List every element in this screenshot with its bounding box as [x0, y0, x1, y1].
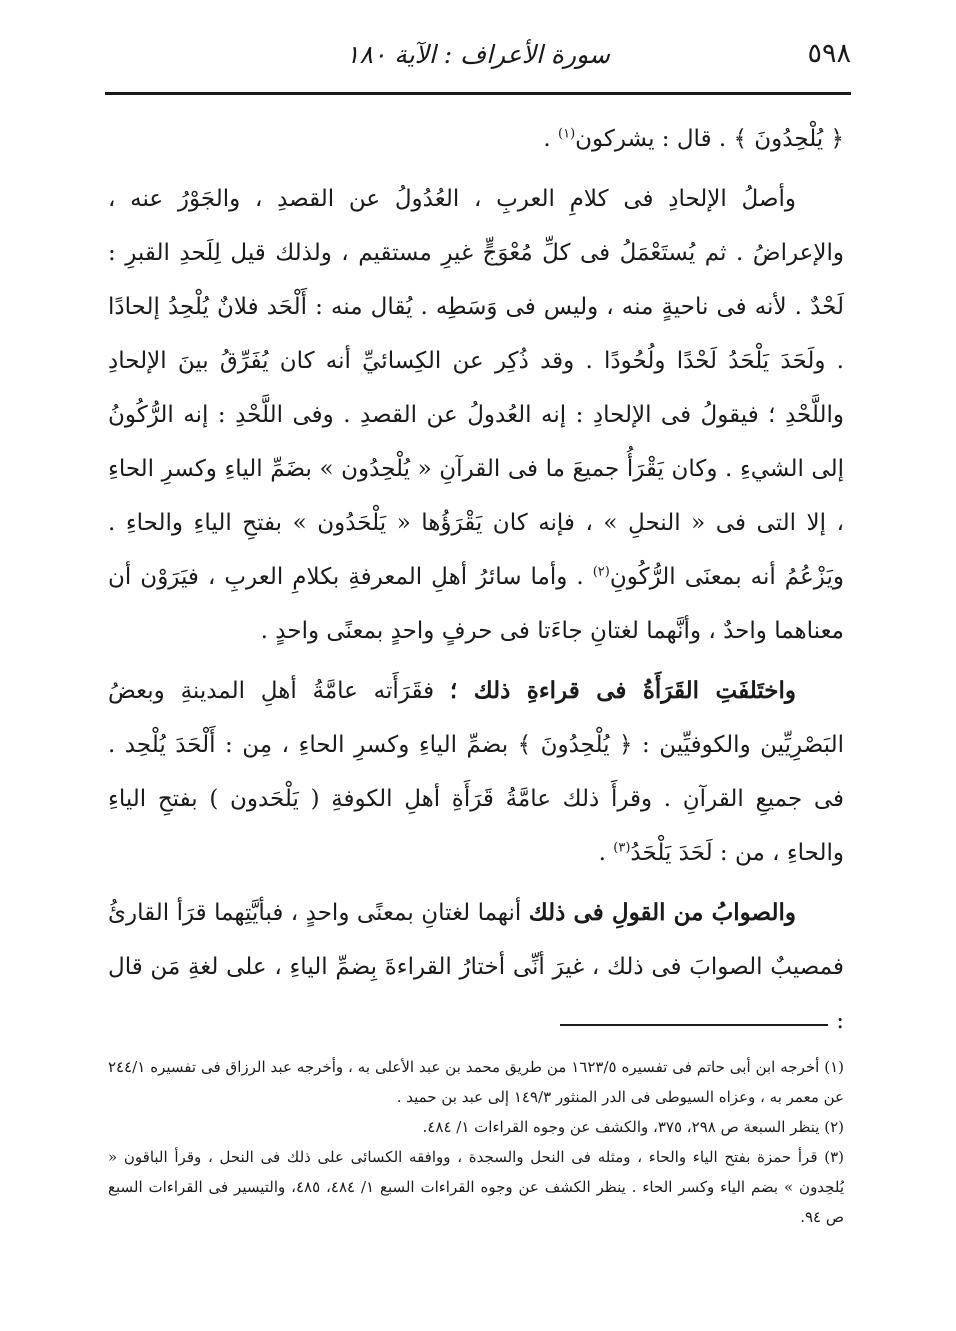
header-rule	[105, 92, 851, 95]
paragraph-2-end: . وأما سائرُ أهلِ المعرفةِ بكلامِ العربِ ، فيَرَوْن أن معناهما واحدٌ ، وأنَّهما لغتانِ جاءَتا فى حرفٍ واحدٍ بمعنًى واحدٍ .	[108, 564, 844, 644]
paragraph-4-text: أنهما لغتانِ بمعنًى واحدٍ ، فبأيَّتِهما قرَأ القارئُ فمصيبٌ الصوابَ فى ذلك ، غيرَ أنِّى أختارُ القراءةَ بِضمِّ الياءِ ، على لغةِ مَن قال :	[108, 900, 844, 1034]
body-text	[108, 112, 844, 1048]
paragraph-3-text: فقَرَأَته عامَّةُ أهلِ المدينةِ وبعضُ البَصْرِيِّين والكوفيِّين : ﴿ يُلْحِدُونَ ﴾ بضمِّ الياءِ وكسرِ الحاءِ ، مِن : أَلْحَدَ يُلْحِد . فى جميعِ القرآنِ . وقرأَ ذلك عامَّةُ قَرَأَةِ أهلِ الكوفةِ ( يَلْحَدون ) بفتحِ الياءِ والحاءِ ، من : لَحَدَ يَلْحَدُ	[108, 678, 844, 866]
page-header	[105, 28, 851, 88]
footnote-3: (٣) قرأ حمزة بفتح الياء والحاء ، ومثله فى النحل والسجدة ، ووافقه الكسائى على ذلك فى النحل ، وقرأ الباقون « يُلحِدون » بضم الياء وكسر الحاء . ينظر الكشف عن وجوه القراءات السبع ١/ ٤٨٤، ٤٨٥، والتيسير فى القراءات السبع ص ٩٤.	[108, 1148, 845, 1226]
footnote-1: (١) أخرجه ابن أبى حاتم فى تفسيره ١٦٢٣/٥ من طريق محمد بن عبد الأعلى به ، وأخرجه عبد الرزاق فى تفسيره ٢٤٤/١ عن معمر به ، وعزاه السيوطى فى الدر المنثور ١٤٩/٣ إلى عبد بن حميد .	[108, 1058, 844, 1106]
paragraph-1-text: ﴿ يُلْحِدُونَ ﴾ . قال : يشركون	[575, 126, 844, 152]
paragraph-2-text: وأصلُ الإلحادِ فى كلامِ العربِ ، العُدُولُ عن القصدِ ، والجَوْرُ عنه ، والإعراضُ . ثم يُستَعْمَلُ فى كلِّ مُعْوَجٍّ غيرِ مستقيم ، ولذلك قيل لِلَحدِ القبرِ : لَحْدٌ . لأنه فى ناحيةٍ منه ، وليس فى وَسَطِه . يُقال منه : أَلْحَد فلانٌ يُلْحِدُ إلحادًا . ولَحَدَ يَلْحَدُ لَحْدًا ولُحُودًا . وقد ذُكِر عن الكِسائيِّ أنه كان يُفَرِّقُ بينَ الإلحادِ واللَّحْدِ ؛ فيقولُ فى الإلحادِ : إنه العُدولُ عن القصدِ . وفى اللَّحْدِ : إنه الرُّكُونُ إلى الشيءِ . وكان يَقْرَأُ جميعَ ما فى القرآنِ « يُلْحِدُون » بضَمِّ الياءِ وكسرِ الحاءِ ، إلا التى فى « النحلِ » ، فإنه كان يَقْرَؤُها « يَلْحَدُون » بفتحِ الياءِ والحاءِ . ويَزْعُمُ أنه بمعنَى الرُّكُونِ	[108, 186, 844, 590]
footnote-ref-2[interactable]: (٢)	[592, 564, 610, 580]
footnote-ref-1[interactable]: (١)	[558, 126, 576, 142]
paragraph-3-lead: واختَلفَتِ القَرَأَةُ فى قراءةِ ذلك ؛	[449, 677, 796, 704]
footnote-separator	[560, 1024, 828, 1026]
footnote-ref-3[interactable]: (٣)	[613, 840, 631, 856]
paragraph-1	[108, 112, 844, 166]
paragraph-2	[108, 172, 844, 658]
running-title: سورة الأعراف : الآية ١٨٠	[346, 40, 610, 69]
paragraph-3-end: .	[598, 840, 614, 866]
paragraph-3	[108, 664, 844, 880]
footnote-2: (٢) ينظر السبعة ص ٢٩٨، ٣٧٥، والكشف عن وجوه القراءات ١/ ٤٨٤.	[422, 1118, 844, 1136]
footnotes	[108, 1052, 844, 1232]
paragraph-4-lead: والصوابُ من القولِ فى ذلك	[528, 899, 796, 926]
page-number: ٥٩٨	[807, 38, 851, 69]
paragraph-1-end: .	[543, 126, 558, 152]
